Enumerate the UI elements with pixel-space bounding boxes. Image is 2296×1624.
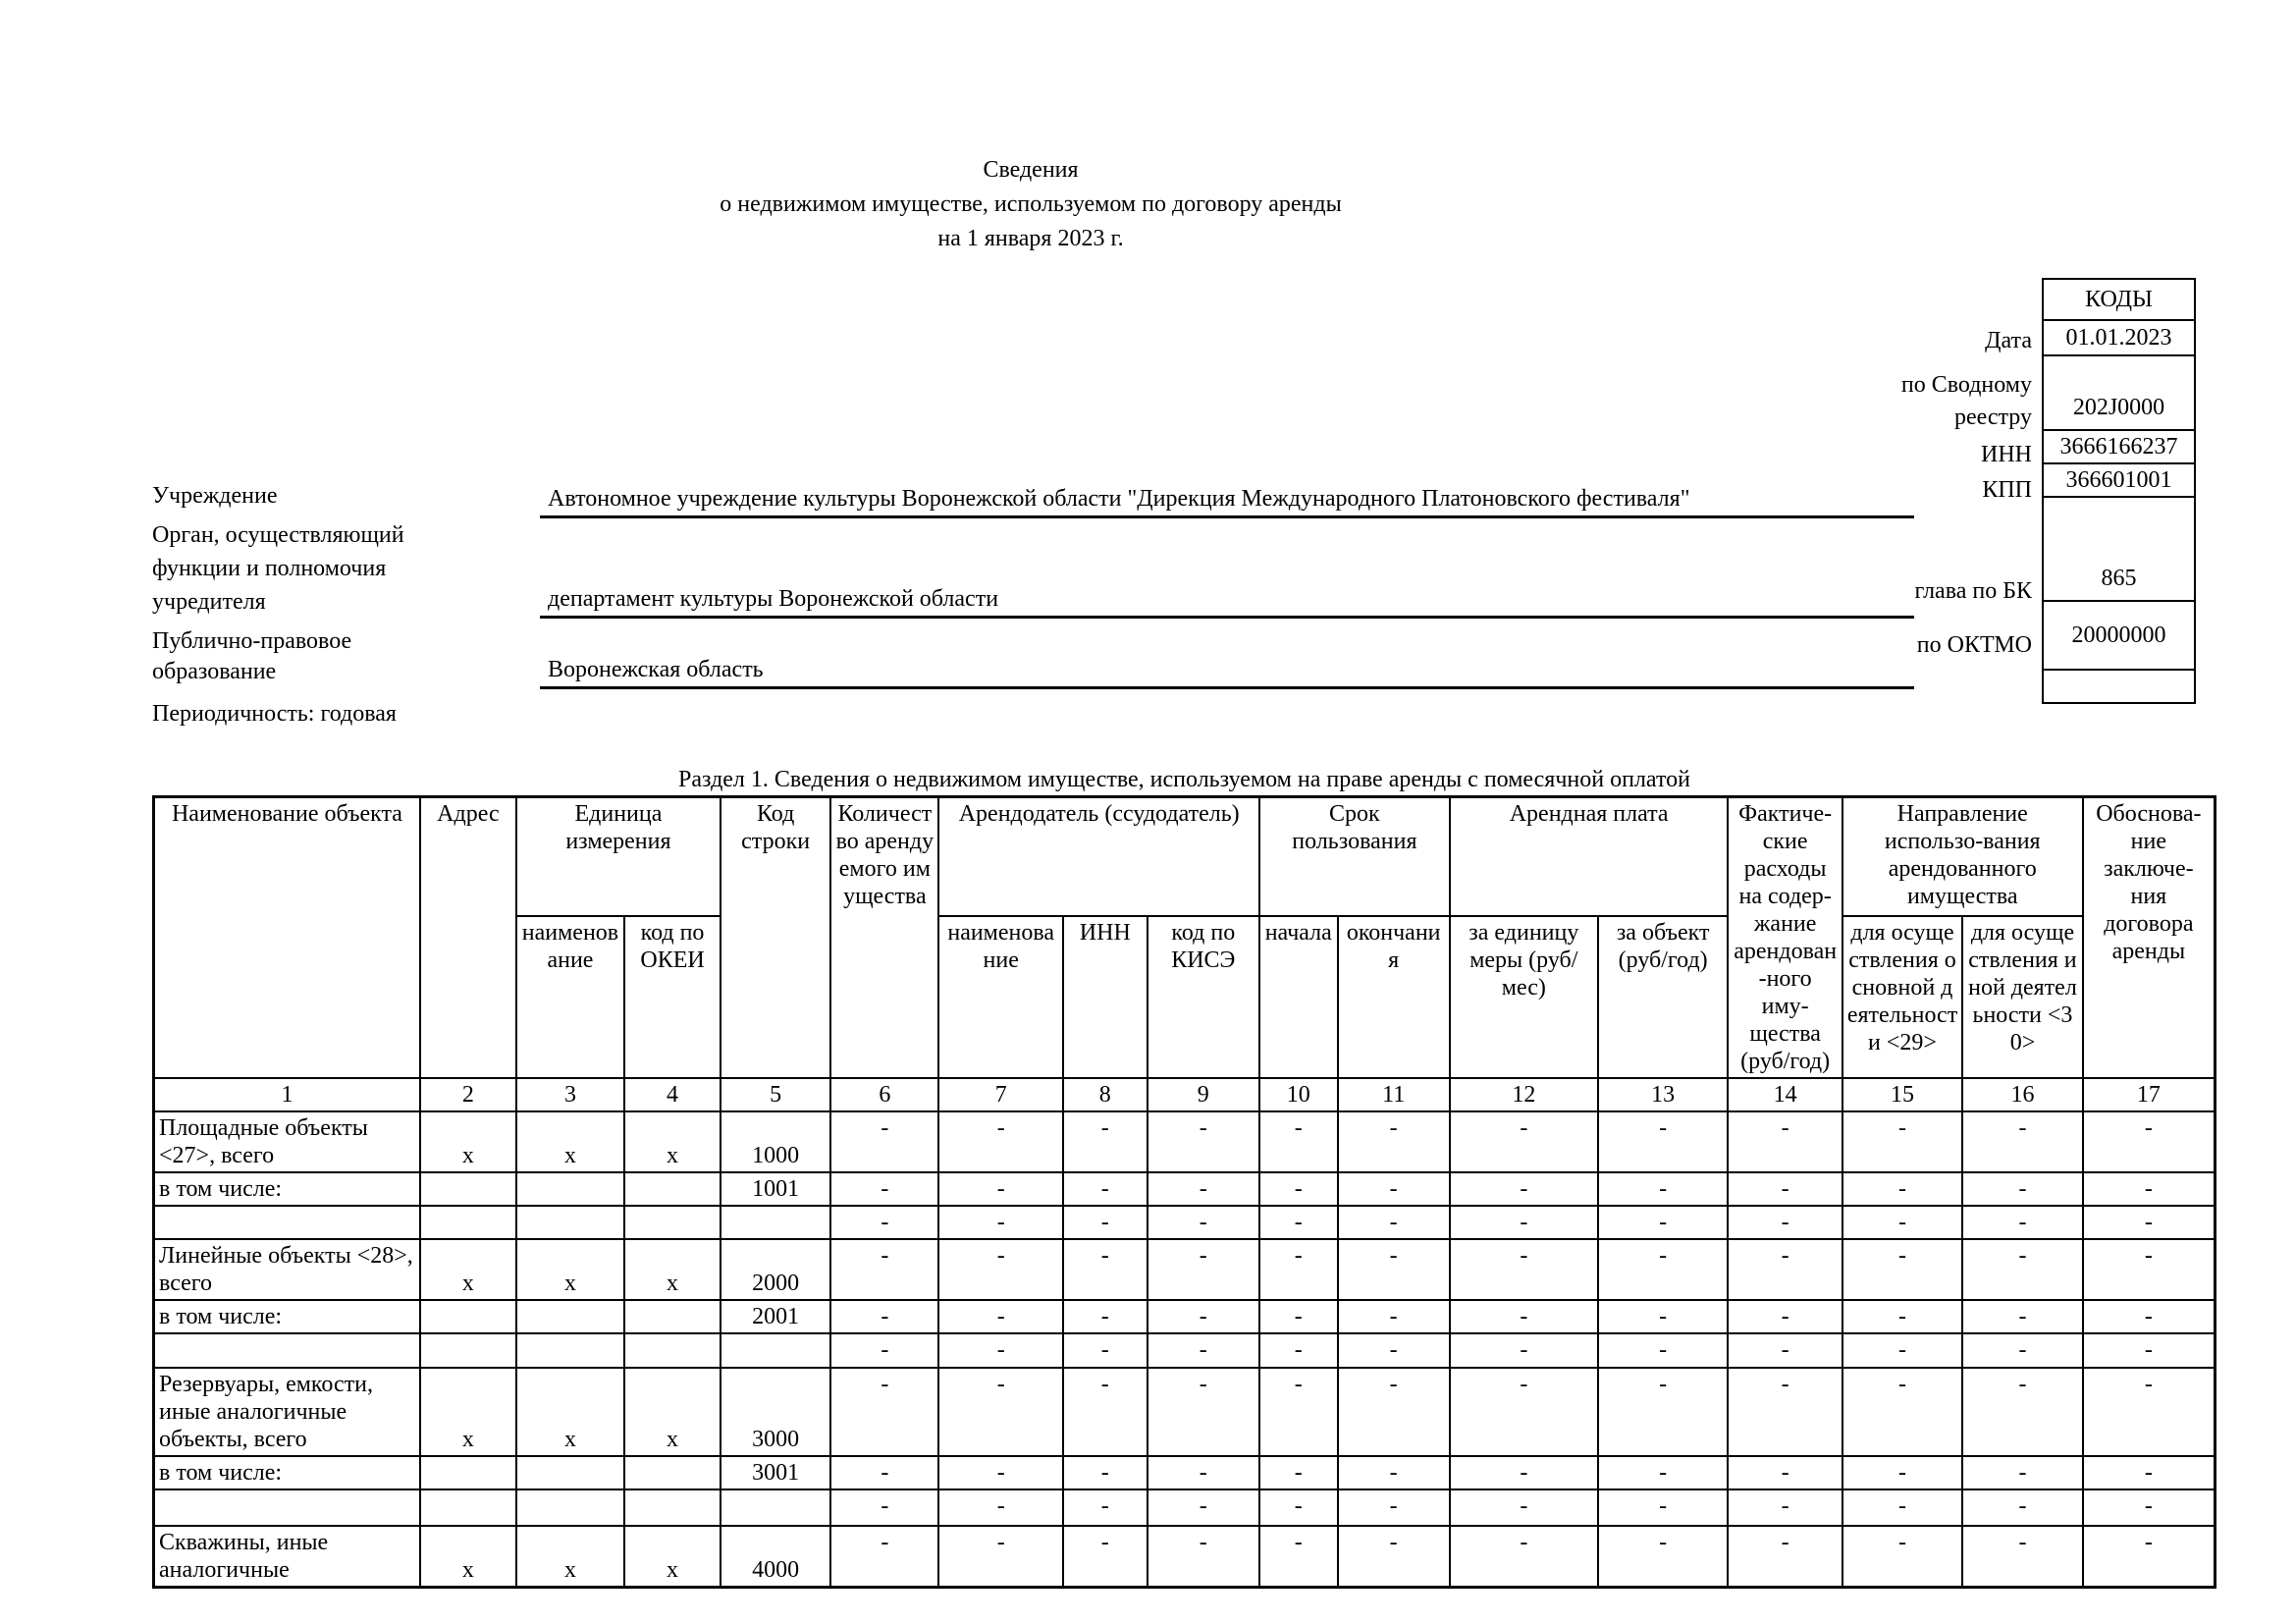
codes-box [2042, 278, 2196, 704]
registry-label: по Сводному реестру [1900, 372, 2032, 430]
table-cell: - [1338, 1333, 1450, 1368]
table-cell: - [1842, 1456, 1962, 1489]
table-cell: - [1842, 1526, 1962, 1588]
section1-table [152, 795, 2216, 1589]
table-cell: - [938, 1456, 1063, 1489]
table-cell: - [938, 1489, 1063, 1526]
header-usage-main: для осуществления основной деятельности <29> [1842, 916, 1962, 1078]
header-term-group: Срок пользования [1259, 797, 1450, 916]
table-cell: - [1728, 1300, 1842, 1333]
table-cell: 3000 [721, 1368, 830, 1456]
kpp-label: КПП [1982, 477, 2032, 503]
table-cell: - [1338, 1526, 1450, 1588]
table-cell: в том числе: [154, 1172, 420, 1206]
table-cell: - [938, 1300, 1063, 1333]
table-row [154, 1239, 2216, 1300]
header-unit-group: Единица измерения [516, 797, 721, 916]
table-cell: - [2083, 1333, 2216, 1368]
column-number-cell: 16 [1962, 1078, 2082, 1111]
table-cell: x [420, 1526, 516, 1588]
institution-label: Учреждение [152, 483, 278, 509]
table-cell: - [830, 1333, 938, 1368]
table-row [154, 1456, 2216, 1489]
table-cell: - [938, 1172, 1063, 1206]
table-cell: - [1962, 1172, 2082, 1206]
table-cell [624, 1300, 721, 1333]
table-cell: x [516, 1239, 624, 1300]
table-cell: 1000 [721, 1111, 830, 1172]
table-cell: - [1450, 1489, 1598, 1526]
column-number-cell: 1 [154, 1078, 420, 1111]
table-cell: - [1962, 1526, 2082, 1588]
table-cell: x [624, 1526, 721, 1588]
table-row [154, 1333, 2216, 1368]
header-address: Адрес [420, 797, 516, 1079]
table-cell: - [830, 1526, 938, 1588]
inn-value-cell: 3666166237 [2042, 429, 2196, 464]
table-cell: - [1338, 1456, 1450, 1489]
header-justification: Обоснова-ние заключе-ния договора аренды [2083, 797, 2216, 1079]
founder-label-line-1: Орган, осуществляющий [152, 522, 404, 548]
table-cell: - [1063, 1239, 1148, 1300]
kpp-value-cell: 366601001 [2042, 462, 2196, 498]
table-cell: 3001 [721, 1456, 830, 1489]
table-cell: - [1148, 1333, 1259, 1368]
table-cell: - [1728, 1333, 1842, 1368]
founder-label-line-2: функции и полномочия [152, 556, 387, 581]
table-cell: - [938, 1111, 1063, 1172]
table-cell: - [2083, 1489, 2216, 1526]
table-cell: - [1148, 1368, 1259, 1456]
table-cell: - [2083, 1172, 2216, 1206]
header-unit-okei: код по ОКЕИ [624, 916, 721, 1078]
table-cell: x [516, 1111, 624, 1172]
column-number-cell: 6 [830, 1078, 938, 1111]
table-cell: - [830, 1239, 938, 1300]
column-number-cell: 11 [1338, 1078, 1450, 1111]
ppo-value-field: Воронежская область [540, 650, 1914, 689]
table-cell: - [1842, 1206, 1962, 1239]
table-cell: - [1598, 1206, 1729, 1239]
table-cell: - [2083, 1111, 2216, 1172]
table-cell: - [1598, 1172, 1729, 1206]
table-cell: Скважины, иные аналогичные [154, 1526, 420, 1588]
table-cell: - [1338, 1206, 1450, 1239]
column-number-cell: 17 [2083, 1078, 2216, 1111]
table-cell: - [2083, 1206, 2216, 1239]
table-cell [516, 1172, 624, 1206]
table-cell [420, 1456, 516, 1489]
table-cell: - [1148, 1489, 1259, 1526]
table-cell: - [1598, 1456, 1729, 1489]
table-cell [154, 1333, 420, 1368]
table-cell: - [830, 1456, 938, 1489]
table-cell: - [1842, 1239, 1962, 1300]
column-number-cell: 4 [624, 1078, 721, 1111]
header-actual-costs: Фактиче-ские расходы на содер-жание арендован-ного иму-щества (руб/год) [1728, 797, 1842, 1079]
table-cell: - [1962, 1333, 2082, 1368]
header-landlord-group: Арендодатель (ссудодатель) [938, 797, 1259, 916]
table-cell [516, 1206, 624, 1239]
table-cell [516, 1489, 624, 1526]
header-quantity: Количество арендуемого имущества [830, 797, 938, 1079]
table-cell: x [420, 1368, 516, 1456]
ppo-label-line-2: образование [152, 659, 277, 684]
table-cell: - [1259, 1206, 1338, 1239]
column-number-cell: 12 [1450, 1078, 1598, 1111]
header-term-start: начала [1259, 916, 1338, 1078]
table-cell: - [1842, 1489, 1962, 1526]
table-cell: - [1598, 1489, 1729, 1526]
table-cell: - [1148, 1300, 1259, 1333]
table-cell [624, 1489, 721, 1526]
table-cell: - [1259, 1300, 1338, 1333]
table-cell: - [1450, 1333, 1598, 1368]
section1-title: Раздел 1. Сведения о недвижимом имуществе, используемом на праве аренды с помесячной оплатой [678, 767, 1690, 792]
table-cell: - [1962, 1239, 2082, 1300]
table-cell: 2000 [721, 1239, 830, 1300]
table-cell: - [1259, 1526, 1338, 1588]
table-cell: - [1338, 1172, 1450, 1206]
header-object-name: Наименование объекта [154, 797, 420, 1079]
table-cell: - [2083, 1300, 2216, 1333]
ppo-label-line-1: Публично-правовое [152, 628, 352, 654]
column-number-cell: 7 [938, 1078, 1063, 1111]
table-cell: - [1450, 1206, 1598, 1239]
table-cell: - [1148, 1456, 1259, 1489]
table-row [154, 1489, 2216, 1526]
date-value-cell: 01.01.2023 [2042, 319, 2196, 356]
table-cell: - [1148, 1239, 1259, 1300]
column-number-cell: 5 [721, 1078, 830, 1111]
table-cell: x [516, 1368, 624, 1456]
oktmo-label: по ОКТМО [1916, 632, 2032, 658]
table-row [154, 1368, 2216, 1456]
table-cell: x [516, 1526, 624, 1588]
codes-header-cell: КОДЫ [2042, 278, 2196, 321]
table-cell [624, 1206, 721, 1239]
table-cell: - [1259, 1368, 1338, 1456]
table-cell: - [830, 1206, 938, 1239]
founder-label [152, 518, 486, 619]
header-usage-other: для осуществления иной деятельности <30> [1962, 916, 2082, 1078]
table-cell [624, 1456, 721, 1489]
table-cell [721, 1206, 830, 1239]
table-row [154, 1172, 2216, 1206]
table-cell [516, 1456, 624, 1489]
table-cell: - [1598, 1368, 1729, 1456]
table-cell [154, 1489, 420, 1526]
table-cell [420, 1489, 516, 1526]
header-landlord-kise: код по КИСЭ [1148, 916, 1259, 1078]
table-cell: - [1962, 1206, 2082, 1239]
table-cell: - [1962, 1456, 2082, 1489]
table-cell: - [1259, 1111, 1338, 1172]
institution-value-field: Автономное учреждение культуры Воронежской области "Дирекция Международного Платоновского фестиваля" [540, 479, 1914, 518]
bk-label: глава по БК [1914, 578, 2032, 604]
column-numbers-row [154, 1078, 2216, 1111]
table-cell: - [1338, 1300, 1450, 1333]
table-cell: - [1450, 1239, 1598, 1300]
header-row-code: Код строки [721, 797, 830, 1079]
table-cell: - [938, 1333, 1063, 1368]
table-cell: - [1728, 1489, 1842, 1526]
table-cell: - [1063, 1456, 1148, 1489]
table-cell: - [1259, 1489, 1338, 1526]
table-cell: - [1962, 1489, 2082, 1526]
table-cell: - [1450, 1368, 1598, 1456]
table-cell: - [1148, 1172, 1259, 1206]
table-cell: - [1063, 1368, 1148, 1456]
table-cell: - [1728, 1456, 1842, 1489]
periodicity-label: Периодичность: годовая [152, 701, 397, 727]
table-cell: - [1842, 1300, 1962, 1333]
table-cell: - [1063, 1489, 1148, 1526]
column-number-cell: 8 [1063, 1078, 1148, 1111]
table-cell: - [1259, 1239, 1338, 1300]
table-cell [154, 1206, 420, 1239]
table-cell: - [1842, 1368, 1962, 1456]
title-line-2: о недвижимом имуществе, используемом по договору аренды [720, 191, 1342, 217]
table-cell: - [830, 1111, 938, 1172]
table-cell: - [1338, 1239, 1450, 1300]
table-cell: - [1598, 1526, 1729, 1588]
table-cell: - [1728, 1172, 1842, 1206]
table-cell: - [1842, 1333, 1962, 1368]
table-cell: - [1728, 1206, 1842, 1239]
table-row [154, 1300, 2216, 1333]
table-cell: 1001 [721, 1172, 830, 1206]
table-cell: - [1063, 1526, 1148, 1588]
table-cell: - [830, 1172, 938, 1206]
table-cell: - [1842, 1172, 1962, 1206]
table-cell: - [2083, 1526, 2216, 1588]
table-row [154, 1206, 2216, 1239]
table-cell [721, 1489, 830, 1526]
table-cell: - [2083, 1368, 2216, 1456]
table-cell: - [938, 1206, 1063, 1239]
column-number-cell: 3 [516, 1078, 624, 1111]
table-cell [721, 1333, 830, 1368]
founder-value-field: департамент культуры Воронежской области [540, 581, 1914, 619]
table-cell: x [624, 1368, 721, 1456]
table-cell: - [1450, 1300, 1598, 1333]
table-cell: - [1338, 1111, 1450, 1172]
table-cell: - [1338, 1489, 1450, 1526]
section1-table-body [154, 1111, 2216, 1588]
column-number-cell: 15 [1842, 1078, 1962, 1111]
title-line-1: Сведения [983, 157, 1079, 183]
table-cell: - [1338, 1368, 1450, 1456]
table-row [154, 1526, 2216, 1588]
header-rent-group: Арендная плата [1450, 797, 1729, 916]
column-number-cell: 10 [1259, 1078, 1338, 1111]
table-cell: Площадные объекты <27>, всего [154, 1111, 420, 1172]
header-landlord-inn: ИНН [1063, 916, 1148, 1078]
table-cell: x [420, 1111, 516, 1172]
table-cell: - [2083, 1456, 2216, 1489]
founder-label-line-3: учредителя [152, 589, 266, 615]
oktmo-value-cell: 20000000 [2042, 600, 2196, 671]
table-cell: - [1063, 1206, 1148, 1239]
column-number-cell: 13 [1598, 1078, 1729, 1111]
table-cell: - [938, 1526, 1063, 1588]
table-cell: - [1598, 1333, 1729, 1368]
table-cell: Линейные объекты <28>, всего [154, 1239, 420, 1300]
table-cell: - [1148, 1206, 1259, 1239]
codes-empty-cell [2042, 669, 2196, 704]
date-label: Дата [1985, 328, 2032, 353]
header-landlord-name: наименование [938, 916, 1063, 1078]
table-cell: - [1598, 1239, 1729, 1300]
title-line-3: на 1 января 2023 г. [937, 226, 1124, 251]
table-cell: в том числе: [154, 1300, 420, 1333]
table-cell: - [1962, 1300, 2082, 1333]
table-cell: - [1063, 1172, 1148, 1206]
table-cell: x [624, 1239, 721, 1300]
table-cell: - [1450, 1172, 1598, 1206]
table-cell: - [1148, 1526, 1259, 1588]
table-cell: - [1728, 1526, 1842, 1588]
table-cell: - [1450, 1526, 1598, 1588]
table-cell: - [830, 1300, 938, 1333]
column-number-cell: 2 [420, 1078, 516, 1111]
header-usage-group: Направление использо-вания арендованного имущества [1842, 797, 2083, 916]
table-cell: - [1148, 1111, 1259, 1172]
header-unit-name: наименование [516, 916, 624, 1078]
column-number-cell: 14 [1728, 1078, 1842, 1111]
table-cell: - [1728, 1239, 1842, 1300]
inn-label: ИНН [1981, 442, 2032, 467]
table-cell: 4000 [721, 1526, 830, 1588]
table-cell: - [2083, 1239, 2216, 1300]
document-title [0, 153, 2061, 256]
table-cell: - [1598, 1111, 1729, 1172]
table-cell [624, 1172, 721, 1206]
table-cell: в том числе: [154, 1456, 420, 1489]
header-term-end: окончания [1338, 916, 1450, 1078]
table-cell [420, 1172, 516, 1206]
table-cell: - [938, 1239, 1063, 1300]
table-cell: - [1063, 1333, 1148, 1368]
table-cell: - [1728, 1368, 1842, 1456]
table-cell: - [1063, 1111, 1148, 1172]
table-cell: x [420, 1239, 516, 1300]
table-cell [516, 1333, 624, 1368]
table-cell: - [1728, 1111, 1842, 1172]
table-cell: - [1450, 1111, 1598, 1172]
table-cell [420, 1206, 516, 1239]
table-cell: 2001 [721, 1300, 830, 1333]
bk-value-cell: 865 [2042, 496, 2196, 602]
table-cell: - [1450, 1456, 1598, 1489]
table-cell: - [1962, 1111, 2082, 1172]
ppo-label [152, 626, 486, 687]
registry-value-cell: 202J0000 [2042, 354, 2196, 431]
table-cell: x [624, 1111, 721, 1172]
table-cell: Резервуары, емкости, иные аналогичные объекты, всего [154, 1368, 420, 1456]
table-cell: - [1259, 1333, 1338, 1368]
table-cell: - [830, 1489, 938, 1526]
table-cell: - [1259, 1172, 1338, 1206]
table-cell: - [938, 1368, 1063, 1456]
table-cell: - [1063, 1300, 1148, 1333]
table-cell: - [1598, 1300, 1729, 1333]
table-cell: - [1259, 1456, 1338, 1489]
table-cell [624, 1333, 721, 1368]
table-cell [420, 1300, 516, 1333]
table-cell: - [1842, 1111, 1962, 1172]
table-cell: - [1962, 1368, 2082, 1456]
table-cell [516, 1300, 624, 1333]
table-cell [420, 1333, 516, 1368]
table-row [154, 1111, 2216, 1172]
column-number-cell: 9 [1148, 1078, 1259, 1111]
header-rent-per-unit: за единицу меры (руб/мес) [1450, 916, 1598, 1078]
table-cell: - [830, 1368, 938, 1456]
header-rent-per-object: за объект (руб/год) [1598, 916, 1729, 1078]
